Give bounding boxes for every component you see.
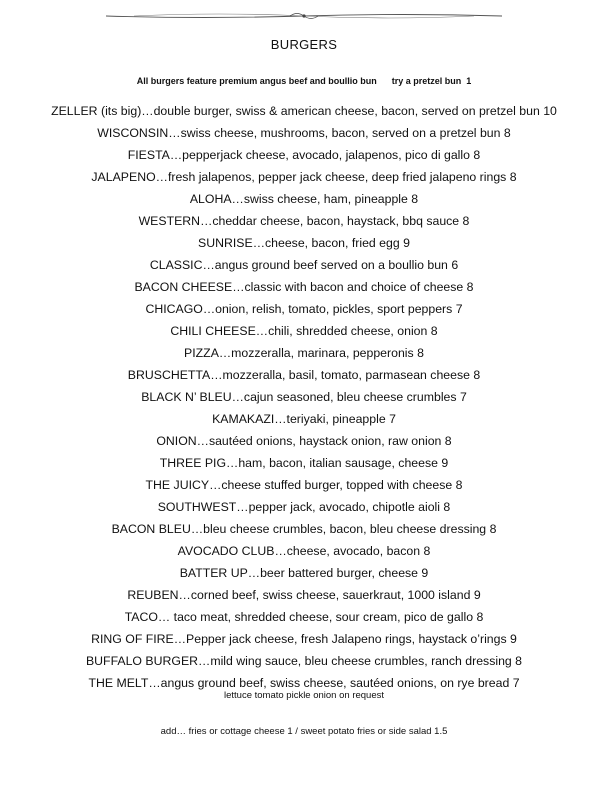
- menu-item: KAMAKAZI…teriyaki, pineapple 7: [212, 412, 396, 426]
- menu-item: PIZZA…mozzeralla, marinara, pepperonis 8: [184, 346, 424, 360]
- menu-title: BURGERS: [270, 37, 338, 52]
- menu-item: BACON BLEU…bleu cheese crumbles, bacon, bleu cheese dressing 8: [111, 522, 497, 536]
- menu-item: FIESTA…pepperjack cheese, avocado, jalapenos, pico di gallo 8: [127, 148, 481, 162]
- menu-item: BLACK N’ BLEU…cajun seasoned, bleu cheese crumbles 7: [141, 390, 467, 404]
- menu-item: BRUSCHETTA…mozzeralla, basil, tomato, parmasean cheese 8: [127, 368, 481, 382]
- menu-item: CHICAGO…onion, relish, tomato, pickles, sport peppers 7: [145, 302, 463, 316]
- menu-item: ZELLER (its big)…double burger, swiss & american cheese, bacon, served on pretzel bun 10: [51, 104, 557, 118]
- menu-item: THE JUICY…cheese stuffed burger, topped with cheese 8: [145, 478, 463, 492]
- menu-item: JALAPENO…fresh jalapenos, pepper jack cheese, deep fried jalapeno rings 8: [91, 170, 517, 184]
- menu-item: TACO… taco meat, shredded cheese, sour cream, pico de gallo 8: [124, 610, 484, 624]
- menu-item: CLASSIC…angus ground beef served on a boullio bun 6: [149, 258, 459, 272]
- footer-note: lettuce tomato pickle onion on request: [223, 690, 384, 701]
- addons-note: add… fries or cottage cheese 1 / sweet potato fries or side salad 1.5: [160, 726, 448, 737]
- menu-item: SUNRISE…cheese, bacon, fried egg 9: [198, 236, 410, 250]
- menu-item: ONION…sautéed onions, haystack onion, raw onion 8: [156, 434, 452, 448]
- menu-item: WESTERN…cheddar cheese, bacon, haystack, bbq sauce 8: [138, 214, 470, 228]
- menu-item: BUFFALO BURGER…mild wing sauce, bleu cheese crumbles, ranch dressing 8: [85, 654, 523, 668]
- menu-item: THREE PIG…ham, bacon, italian sausage, cheese 9: [159, 456, 449, 470]
- burger-list: [0, 103, 608, 697]
- menu-item: REUBEN…corned beef, swiss cheese, sauerkraut, 1000 island 9: [127, 588, 481, 602]
- menu-item: CHILI CHEESE…chili, shredded cheese, onion 8: [170, 324, 438, 338]
- menu-item: BATTER UP…beer battered burger, cheese 9: [179, 566, 429, 580]
- ornamental-divider-icon: [104, 10, 504, 22]
- menu-item: ALOHA…swiss cheese, ham, pineapple 8: [189, 192, 419, 206]
- menu-item: THE MELT…angus ground beef, swiss cheese, sautéed onions, on rye bread 7: [88, 676, 520, 690]
- menu-subtitle: All burgers feature premium angus beef and boullio bun try a pretzel bun 1: [136, 76, 472, 86]
- menu-item: RING OF FIRE…Pepper jack cheese, fresh Jalapeno rings, haystack o’rings 9: [91, 632, 517, 646]
- menu-item: AVOCADO CLUB…cheese, avocado, bacon 8: [177, 544, 431, 558]
- menu-item: BACON CHEESE…classic with bacon and choice of cheese 8: [134, 280, 474, 294]
- menu-item: WISCONSIN…swiss cheese, mushrooms, bacon, served on a pretzel bun 8: [97, 126, 511, 140]
- menu-item: SOUTHWEST…pepper jack, avocado, chipotle aioli 8: [157, 500, 451, 514]
